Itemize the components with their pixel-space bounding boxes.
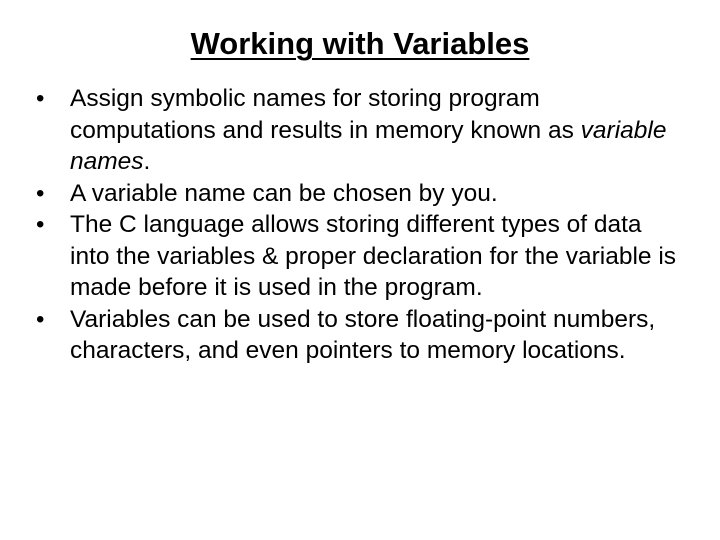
bullet-icon: • bbox=[36, 305, 45, 333]
bullet-item-1 bbox=[36, 83, 686, 178]
bullet-item-3 bbox=[36, 209, 686, 304]
slide-title-text: Working with Variables bbox=[190, 26, 530, 61]
bullet-text-4: Variables can be used to store floating-point numbers, characters, and even pointers to memory locations. bbox=[70, 305, 656, 364]
bullet-text-2: A variable name can be chosen by you. bbox=[70, 179, 498, 207]
bullet-icon: • bbox=[36, 179, 45, 207]
slide-title bbox=[0, 22, 720, 66]
bullet-text-1-end: . bbox=[143, 148, 151, 175]
bullet-icon: • bbox=[36, 211, 45, 238]
bullet-item-4 bbox=[36, 304, 686, 367]
bullet-item-2 bbox=[36, 178, 686, 210]
bullet-text-1-emphasis: variable names bbox=[70, 116, 667, 175]
bullet-text-1-start: Assign symbolic names for storing program computations and results in memory known as bbox=[70, 85, 581, 144]
bullet-list bbox=[36, 83, 686, 367]
bullet-icon: • bbox=[36, 85, 45, 112]
bullet-text-3: The C language allows storing different types of data into the variables & proper declaration for the variable is made before it is used in the program. bbox=[70, 211, 677, 301]
